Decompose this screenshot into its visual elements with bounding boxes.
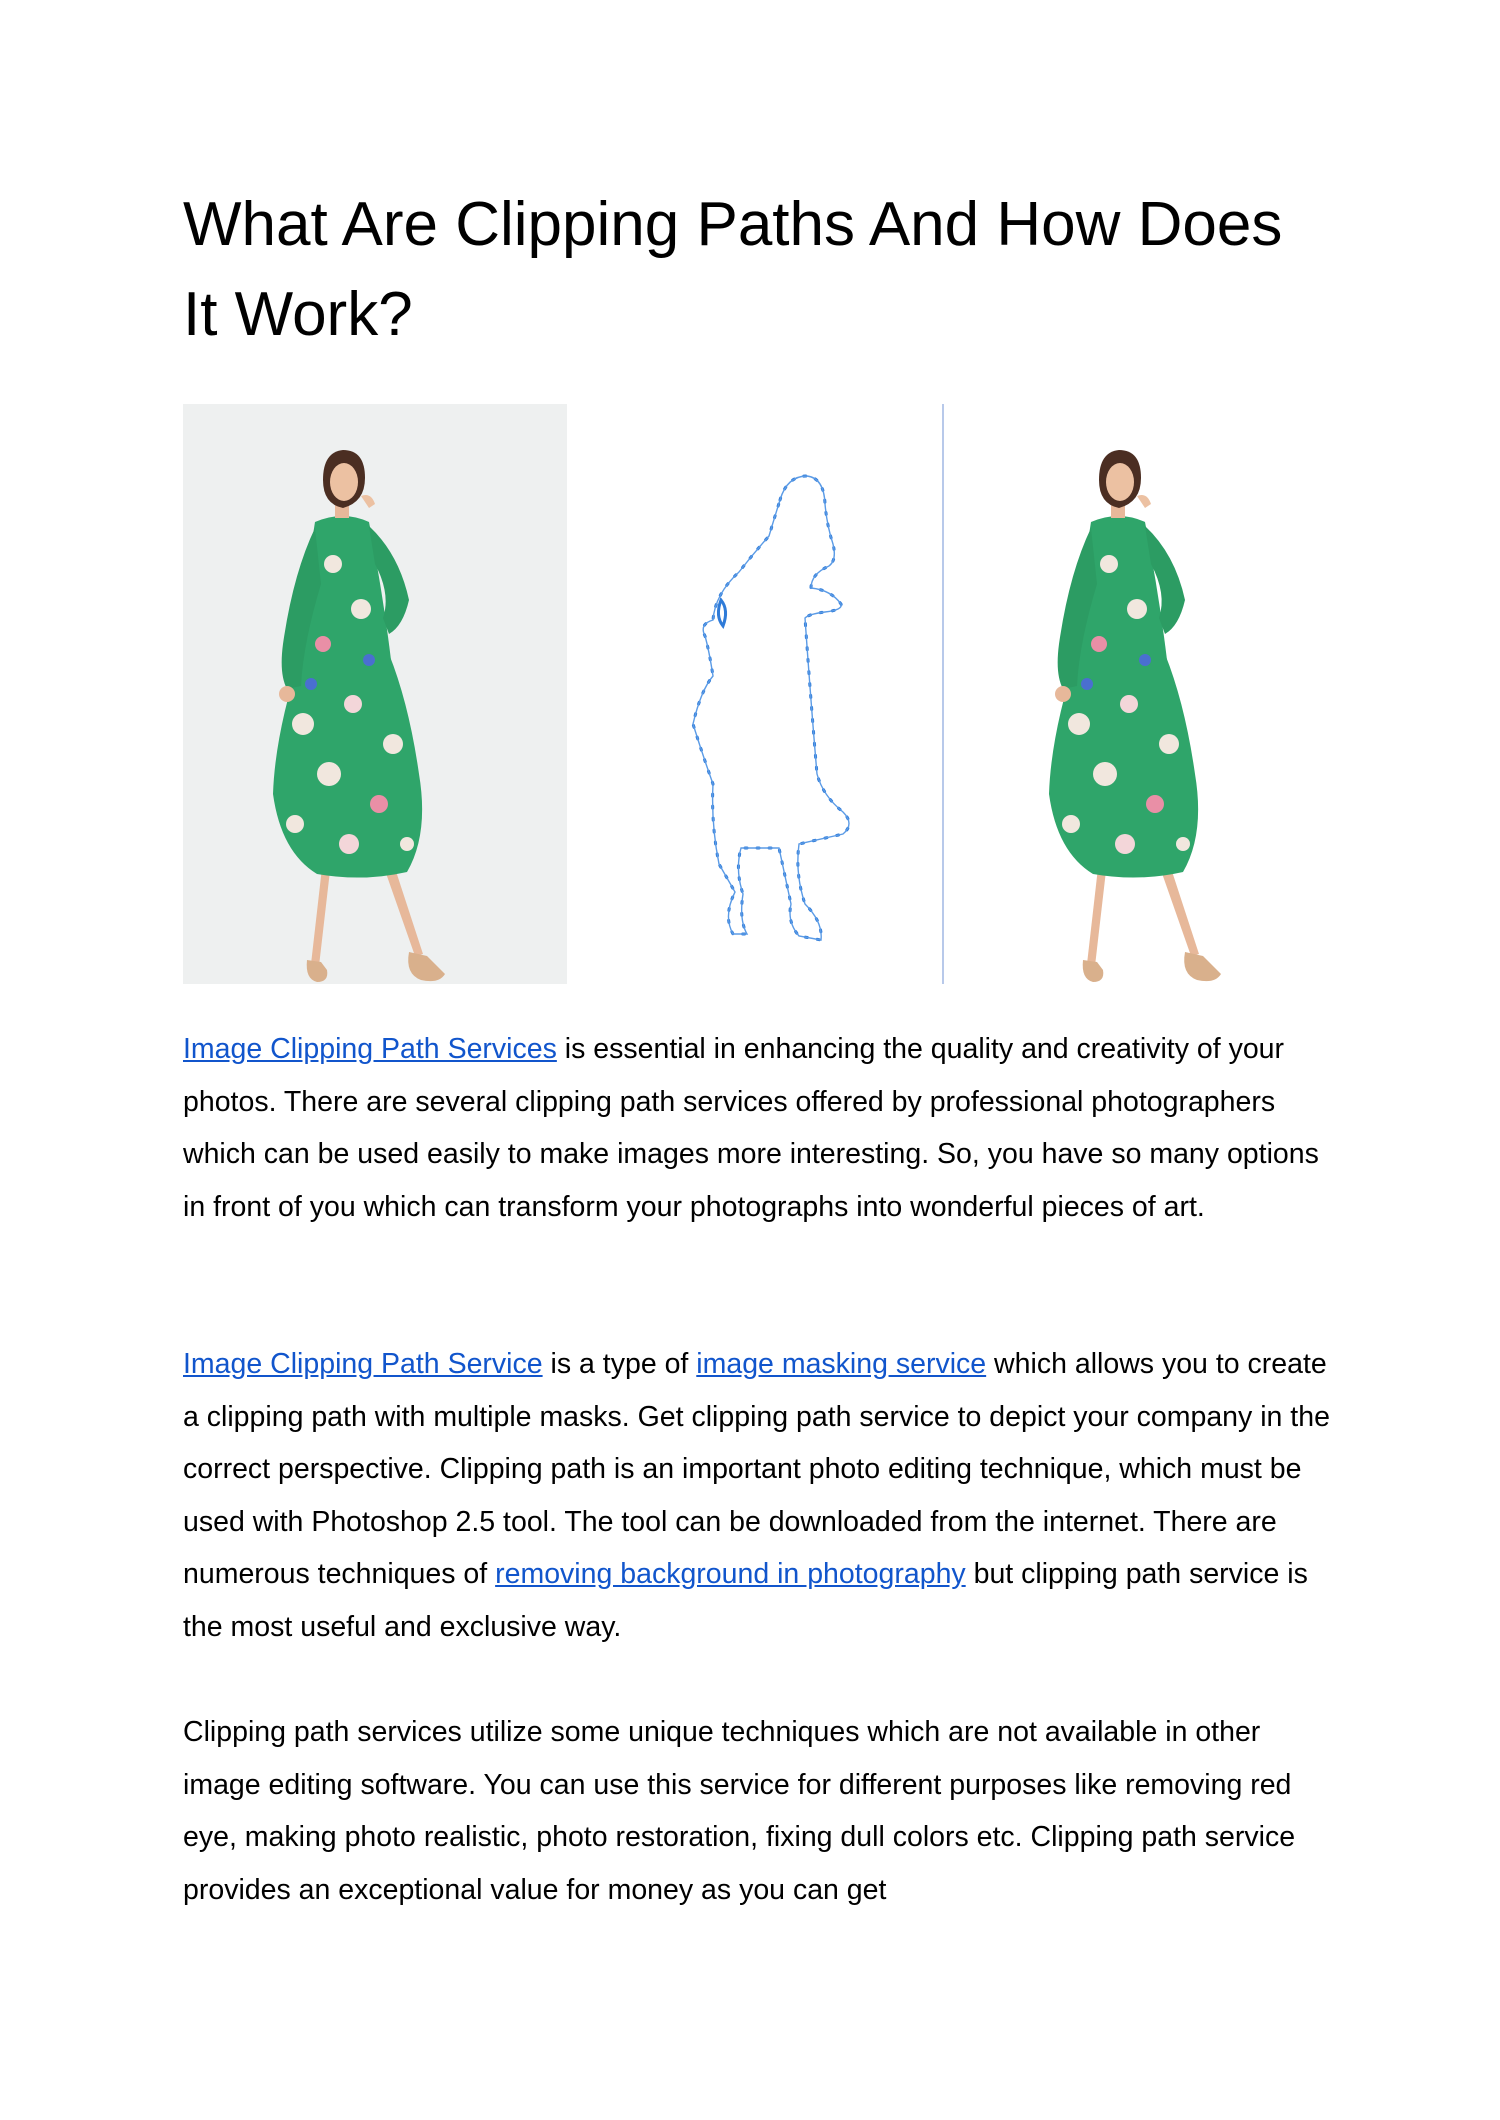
image-masking-service-link[interactable]: image masking service (696, 1348, 987, 1380)
paragraph-3 (183, 1706, 1333, 1916)
image-clipping-path-service-link[interactable]: Image Clipping Path Service (183, 1348, 543, 1380)
removing-background-link[interactable]: removing background in photography (495, 1558, 966, 1590)
clipped-photo-panel (1049, 450, 1221, 982)
original-photo-panel (183, 404, 567, 984)
paragraph-2-text-a: is a type of (542, 1348, 697, 1380)
paragraph-1-text: is essential in enhancing the quality and creativity of your photos. There are several clipping path services offered by professional photographers which can be used easily to make images more interesting. So, you have so many options in front of you which can transform your photographs into wonderful pieces of art. (183, 1033, 1319, 1223)
page-title: What Are Clipping Paths And How Does It Work? (183, 190, 1283, 349)
clipped-model-photo (1049, 450, 1221, 982)
clipping-path-outline (693, 476, 849, 940)
paragraph-2 (183, 1338, 1333, 1653)
paragraph-2-text-c: but clipping path service is the most useful and exclusive way. (183, 1558, 1308, 1643)
paragraph-2-text-b: which allows you to create a clipping path with multiple masks. Get clipping path service to depict your company in the correct perspective. Clipping path is an important photo editing technique, which must be used with Photoshop 2.5 tool. The tool can be downloaded from the internet. There are numerous techniques of (183, 1348, 1330, 1590)
image-clipping-path-services-link[interactable]: Image Clipping Path Services (183, 1033, 557, 1065)
paragraph-3-text: Clipping path services utilize some unique techniques which are not available in other image editing software. You can use this service for different purposes like removing red eye, making photo realistic, photo restoration, fixing dull colors etc. Clipping path service provides an exceptional value for money as you can get (183, 1716, 1296, 1906)
paragraph-1 (183, 1023, 1333, 1233)
clipping-path-figure (183, 404, 1323, 984)
